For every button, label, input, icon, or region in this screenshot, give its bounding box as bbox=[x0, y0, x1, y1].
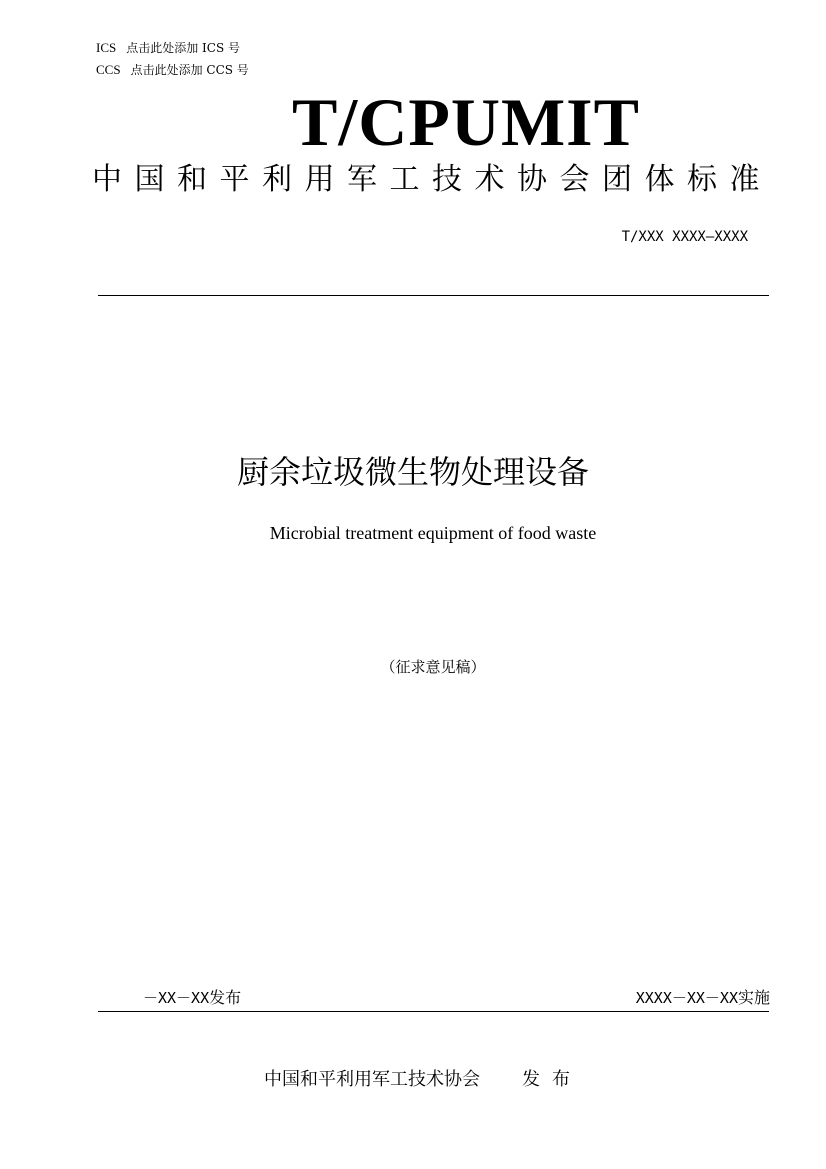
ics-line bbox=[96, 41, 240, 55]
ccs-prompt-field[interactable]: 点击此处添加 CCS 号 bbox=[130, 63, 249, 77]
bottom-divider bbox=[98, 1011, 769, 1012]
publish-label: 发布 bbox=[209, 988, 242, 1007]
implementation-date bbox=[636, 987, 770, 1009]
standard-number: T/XXX XXXX—XXXX bbox=[621, 229, 748, 245]
publisher-line bbox=[0, 1068, 826, 1092]
publish-date-value: －XX－XX bbox=[143, 989, 210, 1007]
publisher-name: 中国和平利用军工技术协会 bbox=[264, 1069, 480, 1090]
ics-label: ICS bbox=[96, 40, 117, 55]
organization-full-name: 中国和平利用军工技术协会团体标准 bbox=[92, 162, 772, 197]
document-title-english: Microbial treatment equipment of food waste bbox=[269, 523, 597, 543]
document-title-chinese: 厨余垃圾微生物处理设备 bbox=[236, 453, 589, 491]
publish-date bbox=[143, 987, 241, 1009]
implementation-date-value: XXXX－XX－XX bbox=[635, 989, 738, 1007]
draft-status: （征求意见稿） bbox=[380, 658, 486, 676]
ics-prompt-field[interactable]: 点击此处添加 ICS 号 bbox=[126, 41, 241, 55]
publisher-action: 发布 bbox=[522, 1069, 582, 1090]
implementation-label: 实施 bbox=[737, 988, 770, 1007]
ccs-label: CCS bbox=[96, 62, 121, 77]
top-divider bbox=[98, 295, 769, 296]
ccs-line bbox=[96, 63, 249, 77]
organization-logo: T/CPUMIT bbox=[292, 84, 640, 160]
